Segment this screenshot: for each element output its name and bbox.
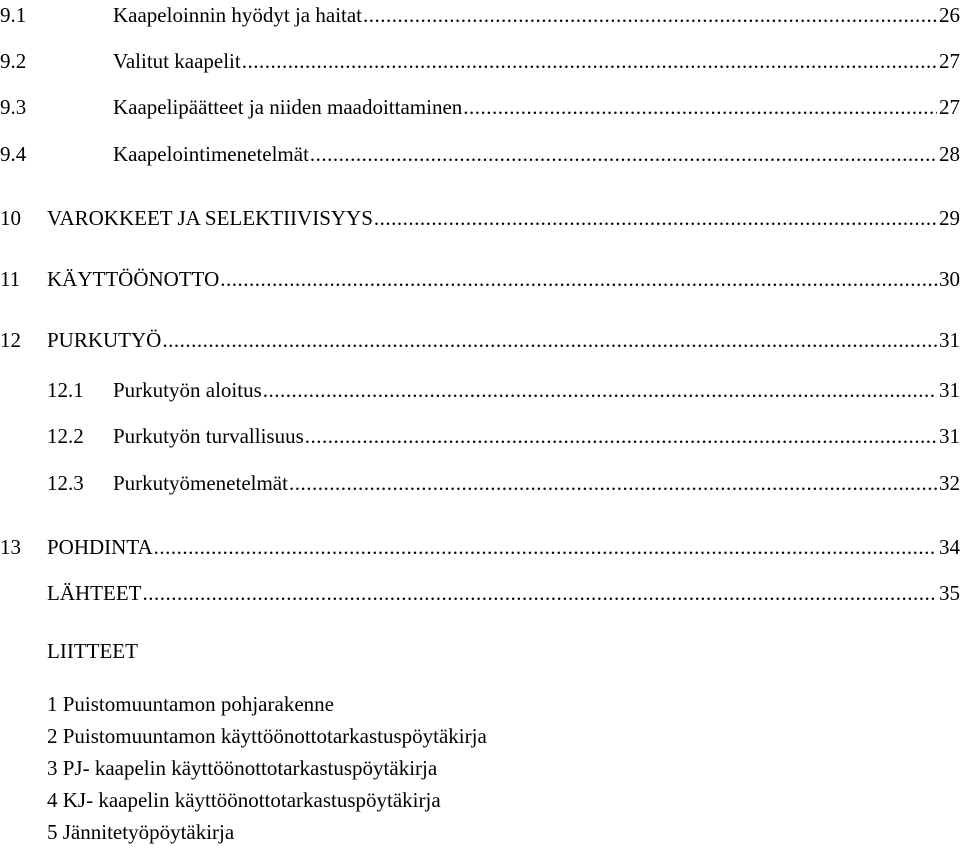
toc-entry-number: 12.1 [47, 378, 84, 402]
toc-dot-leader [263, 375, 937, 405]
appendices-heading: LIITTEET [47, 639, 138, 663]
toc-entry-number: 9.2 [0, 49, 27, 73]
toc-entry-number: 12.2 [47, 424, 84, 448]
toc-entry-page: 28 [939, 142, 960, 166]
toc-dot-leader [310, 139, 937, 169]
toc-entry-title: Kaapeloinnin hyödyt ja haitat [113, 3, 363, 27]
toc-entry-number: 12 [0, 328, 21, 352]
toc-entry-title: POHDINTA [47, 535, 153, 559]
appendices-list [47, 688, 487, 848]
toc-dot-leader [242, 46, 937, 76]
toc-entry[interactable] [0, 264, 960, 294]
toc-entry-number: 9.4 [0, 142, 27, 166]
toc-entry-page: 35 [939, 581, 960, 605]
toc-entry-page: 29 [939, 206, 960, 230]
toc-entry-title: Purkutyön aloitus [113, 378, 262, 402]
toc-dot-leader [363, 0, 937, 30]
toc-entry-title: Purkutyön turvallisuus [113, 424, 304, 448]
toc-entry-page: 32 [939, 471, 960, 495]
toc-entry-title: KÄYTTÖÖNOTTO [47, 267, 220, 291]
toc-entry-page: 31 [939, 424, 960, 448]
toc-entry-page: 30 [939, 267, 960, 291]
toc-entry-page: 27 [939, 95, 960, 119]
toc-entry-number: 11 [0, 267, 21, 291]
toc-entry-title: Valitut kaapelit [113, 49, 241, 73]
toc-entry-number: 10 [0, 206, 21, 230]
toc-entry-title: LÄHTEET [47, 581, 142, 605]
toc-entry[interactable] [0, 325, 960, 355]
toc-dot-leader [162, 325, 937, 355]
toc-entry-title: VAROKKEET JA SELEKTIIVISYYS [47, 206, 373, 230]
appendix-item[interactable]: 2 Puistomuuntamon käyttöönottotarkastuspöytäkirja [47, 724, 487, 748]
appendix-item[interactable]: 4 KJ- kaapelin käyttöönottotarkastuspöytäkirja [47, 788, 441, 812]
toc-entry[interactable] [0, 375, 960, 405]
toc-entry[interactable] [0, 139, 960, 169]
toc-dot-leader [142, 578, 937, 608]
toc-dot-leader [463, 92, 937, 122]
toc-entry-page: 31 [939, 328, 960, 352]
toc-entry[interactable] [0, 0, 960, 30]
toc-entry-page: 31 [939, 378, 960, 402]
appendix-item[interactable]: 1 Puistomuuntamon pohjarakenne [47, 692, 334, 716]
toc-entry-number: 13 [0, 535, 21, 559]
toc-dot-leader [374, 203, 937, 233]
toc-entry[interactable] [0, 46, 960, 76]
toc-entry-title: Kaapelointimenetelmät [113, 142, 309, 166]
appendix-item[interactable]: 5 Jännitetyöpöytäkirja [47, 820, 235, 844]
toc-entry-title: Purkutyömenetelmät [113, 471, 288, 495]
toc-entry[interactable] [0, 421, 960, 451]
toc-dot-leader [305, 421, 937, 451]
toc-entry-page: 26 [939, 3, 960, 27]
toc-dot-leader [154, 532, 937, 562]
toc-entry[interactable] [0, 532, 960, 562]
toc-entry[interactable] [0, 92, 960, 122]
toc-dot-leader [289, 468, 937, 498]
toc-entry-title: PURKUTYÖ [47, 328, 162, 352]
toc-entry[interactable] [0, 203, 960, 233]
toc-entry[interactable] [0, 468, 960, 498]
toc-entry-page: 27 [939, 49, 960, 73]
toc-dot-leader [220, 264, 937, 294]
toc-entry-number: 9.1 [0, 3, 27, 27]
toc-entry-page: 34 [939, 535, 960, 559]
toc-entry-title: Kaapelipäätteet ja niiden maadoittaminen [113, 95, 463, 119]
toc-entry-number: 9.3 [0, 95, 27, 119]
toc-entry[interactable] [0, 578, 960, 608]
toc-entry-number: 12.3 [47, 471, 84, 495]
appendix-item[interactable]: 3 PJ- kaapelin käyttöönottotarkastuspöytäkirja [47, 756, 438, 780]
